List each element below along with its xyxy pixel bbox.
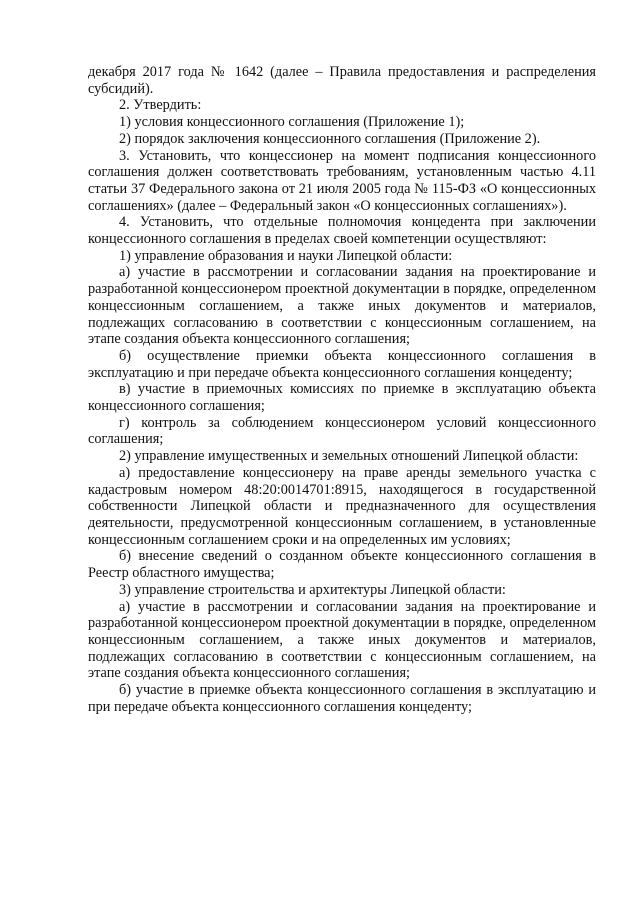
paragraph-4-3-b: б) участие в приемке объекта концессионного соглашения в эксплуатацию и при передаче объекта концессионного соглашения концеденту;	[88, 682, 596, 715]
paragraph-4-1-b: б) осуществление приемки объекта концессионного соглашения в эксплуатацию и при передаче объекта концессионного соглашения концеденту;	[88, 347, 596, 381]
paragraph-subitem-2-2: 2) порядок заключения концессионного соглашения (Приложение 2).	[119, 130, 541, 147]
paragraph-subitem-4-3: 3) управление строительства и архитектуры Липецкой области:	[119, 581, 506, 598]
paragraph-4-3-a: а) участие в рассмотрении и согласовании задания на проектирование и разработанной концессионером проектной документации в порядке, определенном концессионным соглашением, а также иных документов и материалов, подлежащих согласованию в соответствии с концессионным соглашением, на этапе создания объекта концессионного соглашения;	[88, 598, 596, 682]
paragraph-4-1-a: а) участие в рассмотрении и согласовании задания на проектирование и разработанной концессионером проектной документации в порядке, определенном концессионным соглашением, а также иных документов и материалов, подлежащих согласованию в соответствии с концессионным соглашением, на этапе создания объекта концессионного соглашения;	[88, 264, 596, 348]
paragraph-item-3: 3. Установить, что концессионер на момент подписания концессионного соглашения должен соответствовать требованиям, установленным частью 4.11 статьи 37 Федерального закона от 21 июля 2005 года № 115-ФЗ «О концессионных соглашениях» (далее – Федеральный закон «О концессионных соглашениях»).	[88, 147, 596, 214]
paragraph-4-1-v: в) участие в приемочных комиссиях по приемке в эксплуатацию объекта концессионного соглашения;	[88, 381, 596, 415]
paragraph-subitem-4-1: 1) управление образования и науки Липецкой области:	[119, 247, 453, 264]
paragraph-item-4: 4. Установить, что отдельные полномочия концедента при заключении концессионного соглашения в пределах своей компетенции осуществляют:	[88, 214, 596, 248]
paragraph-4-2-a: а) предоставление концессионеру на праве аренды земельного участка с кадастровым номером 48:20:0014701:8915, находящегося в государственной собственности Липецкой области и предназначенного для осуществления деятельности, предусмотренной концессионным соглашением, в установленные концессионным соглашением сроки и на определенных им условиях;	[88, 464, 596, 548]
paragraph-subitem-2-1: 1) условия концессионного соглашения (Приложение 1);	[119, 114, 465, 131]
document-body	[88, 64, 596, 715]
paragraph-subitem-4-2: 2) управление имущественных и земельных отношений Липецкой области:	[119, 448, 579, 465]
paragraph-4-1-g: г) контроль за соблюдением концессионером условий концессионного соглашения;	[88, 414, 596, 448]
paragraph-continuation: декабря 2017 года № 1642 (далее – Правила предоставления и распределения субсидий).	[88, 64, 596, 97]
paragraph-4-2-b: б) внесение сведений о созданном объекте концессионного соглашения в Реестр областного имущества;	[88, 548, 596, 582]
paragraph-item-2: 2. Утвердить:	[119, 97, 202, 114]
